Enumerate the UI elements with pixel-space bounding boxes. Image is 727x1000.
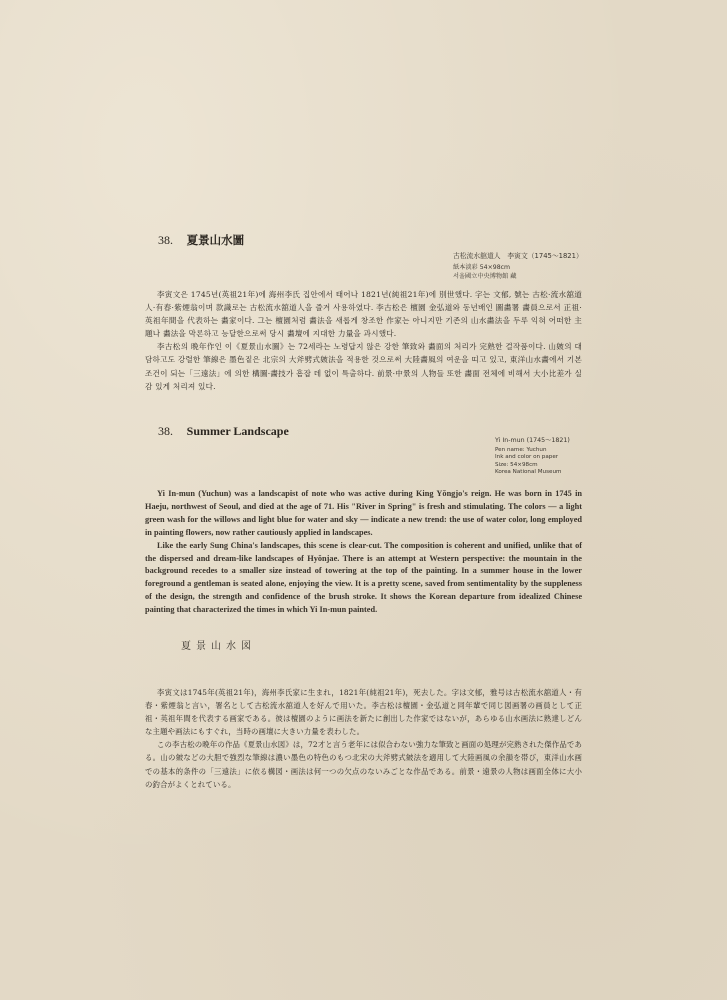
japanese-title: 夏景山水図 xyxy=(181,641,256,652)
artist-line: Yi In-mun (1745～1821) xyxy=(495,437,570,444)
japanese-body xyxy=(145,686,582,791)
artist-line: 古松流水舘道人 李寅文（1745～1821） xyxy=(453,252,583,260)
english-paragraph: Like the early Sung China's landscapes, this scene is clear-cut. The composition is coherent and unified, unlike that of the dispersed and dream-like landscapes of Hyŏnjae. There is an attempt at Western perspective: the mountain in the background recedes to a smaller size instead of towering at the top of the painting. In a summer house in the lower foreground a gentleman is seated alone, enjoying the view. It is a pretty scene, saved from sentimentality by the suppleness of the design, the strength and confidence of the brush stroke. It shows the Korean departure from idealized Chinese painting that characterized the times in which Yi In-mun painted. xyxy=(145,540,582,615)
collection-line: Korea National Museum xyxy=(495,469,562,476)
pen-name-line: Pen name: Yuchun xyxy=(495,446,547,453)
collection-line: 서울國立中央博物館 藏 xyxy=(453,273,517,280)
korean-heading xyxy=(158,232,244,248)
entry-number: 38. xyxy=(158,233,173,247)
size-line: Size: 54×98cm xyxy=(495,461,538,468)
japanese-paragraph: 李寅文は1745年(英祖21年)，海州李氏家に生まれ，1821年(純祖21年)，死去した。字は文郁，雅号は古松流水舘道人・有春・紫煙翁と言い，署名として古松流水舘道人を好んで用いた。李古松は檀園・金弘道と同年輩で同じ図画署の画員として正祖・英祖年間を代表する画家である。彼は檀園のように画法を新たに創出した作家ではないが，あらゆる山水画法に熟達しどんな主題や画法にもすぐれ，当時の画壇に大きい力量を表わした。 xyxy=(145,688,582,737)
english-heading xyxy=(158,424,289,439)
english-paragraph: Yi In-mun (Yuchun) was a landscapist of note who was active during King Yŏngjo's reign. He was born in 1745 in Haeju, northwest of Seoul, and died at the age of 71. His "River in Spring" is fresh and stimulating. The colors — a light green wash for the willows and light blue for water and sky — indicate a new trend: the use of water color, long employed in painting flowers, now rather cautiously applied in landscapes. xyxy=(145,489,582,537)
english-body xyxy=(145,488,582,617)
korean-title: 夏景山水圖 xyxy=(186,233,245,247)
korean-body xyxy=(145,288,582,393)
entry-number: 38. xyxy=(158,424,173,438)
japanese-paragraph: この李古松の晩年の作品《夏景山水図》は，72才と言う老年には似合わない強力な筆致と画面の処理が完熟された傑作品である。山の皴などの大胆で強烈な筆線は濃い墨色の特色のもつ北宋の大斧劈式皴法を適用して大陸画風の余韻を帯び，東洋山水画での基本的条件の「三遠法」に依る構図・画法は何一つの欠点のないみごとな作品である。前景・遠景の人物は画面全体に大小の釣合がよくとれている。 xyxy=(145,740,582,789)
korean-paragraph: 李寅文은 1745년(英祖21年)에 海州李氏 집안에서 태어나 1821년(純祖21年)에 別世했다. 字는 文郁, 號는 古松·流水舘道人·有春·紫煙翁이며 款識로는 古松流水舘道人을 즐겨 사용하였다. 李古松은 檀園 金弘道와 동년배인 圖畵署 畵員으로서 正祖·英祖年間을 代表하는 畵家이다. 그는 檀園처럼 畵法을 새롭게 창조한 作家는 아니지만 기존의 山水畵法을 두루 익혀 어떠한 主題나 畵法을 막론하고 능달한으로써 당시 畵壇에 지대한 力量을 과시했다. xyxy=(145,290,582,339)
medium-line: Ink and color on paper xyxy=(495,454,559,461)
korean-paragraph: 李古松의 晩年作인 이《夏景山水圖》는 72세라는 노령답지 않은 강한 筆致와 畵面의 처리가 完熟한 걸작품이다. 山皴의 대담하고도 강렬한 筆線은 墨色짙은 北宗의 大斧劈式皴法을 적용한 것으로써 大陸畵風의 여운을 띠고 있고, 東洋山水畵에서 기본조건이 되는「三遠法」에 의한 構圖·畵技가 흠잡 데 없이 특출하다. 前景·中景의 人物들 또한 畵面 전체에 비해서 大小比差가 실감 있게 처리져 있다. xyxy=(145,342,582,391)
korean-artwork-meta xyxy=(453,252,583,281)
english-title: Summer Landscape xyxy=(186,424,289,438)
medium-size-line: 紙本淡彩 54×98cm xyxy=(453,264,511,271)
english-artwork-meta xyxy=(495,437,570,477)
